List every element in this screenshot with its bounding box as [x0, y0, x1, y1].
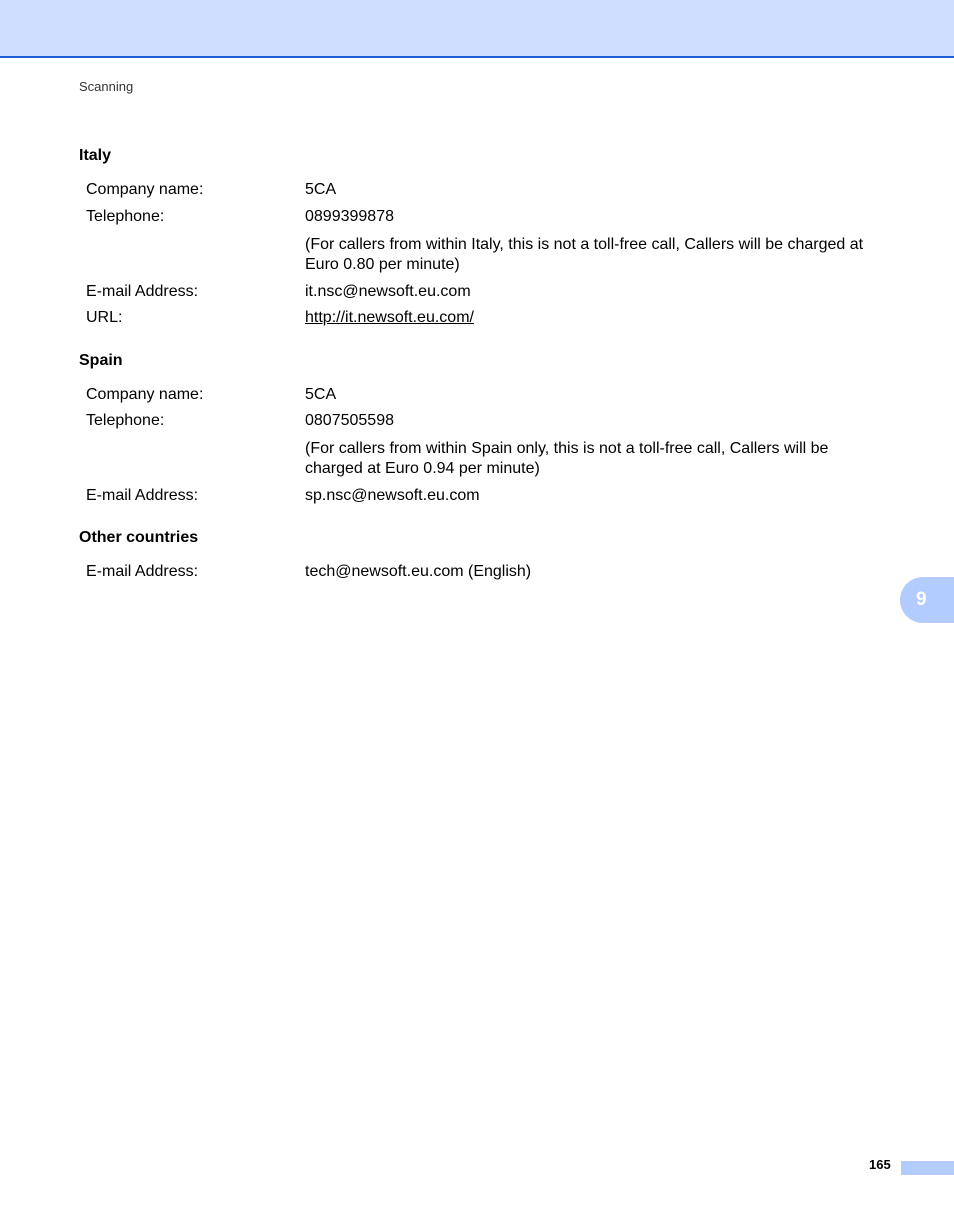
running-header: Scanning — [79, 79, 134, 94]
company-label: Company name: — [86, 181, 204, 198]
page-bar — [901, 1161, 954, 1175]
telephone-label: Telephone: — [86, 208, 165, 225]
email-label: E-mail Address: — [86, 487, 199, 504]
email-value: tech@newsoft.eu.com (English) — [305, 563, 532, 580]
italy-telephone-note: (For callers from within Italy, this is not a toll-free call, Callers will be charged at Euro 0.80 per minute) — [305, 236, 864, 273]
telephone-value: 0807505598 — [305, 412, 394, 429]
section-title-italy: Italy — [79, 147, 112, 164]
section-title-other: Other countries — [79, 529, 199, 546]
telephone-label: Telephone: — [86, 412, 165, 429]
page-number: 165 — [869, 1157, 891, 1172]
email-value: it.nsc@newsoft.eu.com — [305, 283, 471, 300]
section-title-spain: Spain — [79, 352, 123, 369]
email-value: sp.nsc@newsoft.eu.com — [305, 487, 480, 504]
top-band — [0, 0, 954, 58]
company-value: 5CA — [305, 386, 337, 403]
company-label: Company name: — [86, 386, 204, 403]
url-label: URL: — [86, 309, 123, 326]
url-link[interactable]: http://it.newsoft.eu.com/ — [305, 309, 474, 326]
email-label: E-mail Address: — [86, 563, 199, 580]
company-value: 5CA — [305, 181, 337, 198]
spain-telephone-note: (For callers from within Spain only, this is not a toll-free call, Callers will be charged at Euro 0.94 per minute) — [305, 440, 829, 477]
chapter-tab: 9 — [900, 577, 954, 623]
email-label: E-mail Address: — [86, 283, 199, 300]
telephone-value: 0899399878 — [305, 208, 394, 225]
